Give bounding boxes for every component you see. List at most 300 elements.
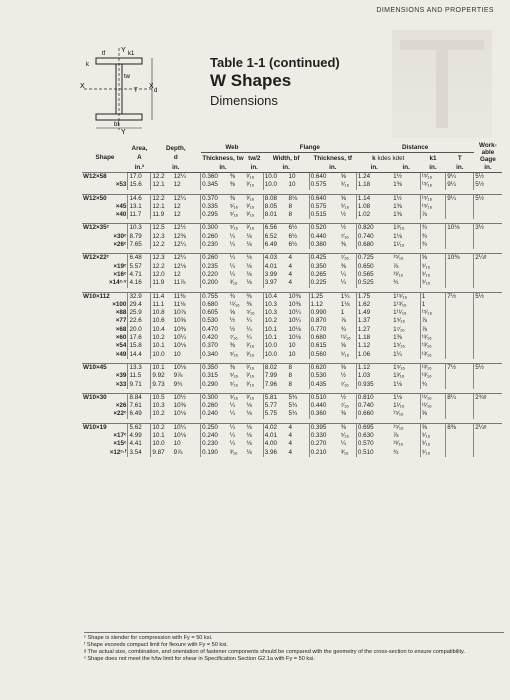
cell-area: 4.41	[128, 440, 151, 448]
cell-tf2: ¼	[340, 270, 347, 278]
cell-tf2: ½	[340, 224, 357, 233]
cell-tf2: ⁹⁄₁₆	[340, 202, 350, 210]
table-row	[82, 292, 502, 301]
cell-k1: ¹³⁄₁₆	[420, 342, 446, 350]
cell-shape: ×14ᶜ·ᵛ	[108, 279, 127, 287]
cell-T	[446, 241, 474, 249]
cell-tf2: ⅜	[340, 410, 347, 418]
cell-T	[446, 279, 474, 287]
cell-kdet: 1⅜	[393, 211, 402, 219]
cell-shape: ×77	[115, 317, 127, 325]
cell-tw2: ¾	[229, 292, 246, 301]
cell-g: 5½	[474, 194, 502, 203]
cell-kdet: 1⅛	[393, 232, 402, 240]
cell-bf: 10.0	[263, 173, 287, 182]
table-row	[82, 393, 502, 402]
cell-k1: ⅞	[420, 326, 446, 334]
table-row	[82, 440, 502, 448]
cell-d2: 9⅞	[173, 372, 183, 380]
cell-kdes: 1.62	[356, 301, 392, 309]
cell-shape: ×17ᶜ	[113, 432, 127, 440]
cell-g: 5½	[474, 173, 502, 182]
cell-k1: ⁹⁄₁₆	[420, 279, 446, 287]
cell-kdes: 1.18	[356, 181, 392, 189]
cell-kdet: 1⁷⁄₁₆	[393, 325, 405, 333]
cell-area: 4.16	[128, 279, 151, 287]
cell-tw3: ³⁄₁₆	[246, 380, 255, 388]
diagram-label-bf: bf	[114, 122, 120, 128]
diagram-label-k1: k1	[128, 51, 135, 57]
cell-bf: 5.75	[263, 410, 287, 418]
cell-shape: ×26	[115, 402, 127, 410]
cell-tw3: ⅛	[246, 232, 252, 240]
cell-kdes: 0.725	[356, 254, 392, 263]
cell-T: 8⅜	[446, 423, 474, 432]
cell-tw2: ⅝	[229, 309, 236, 317]
cell-area: 6.49	[128, 410, 151, 418]
cell-k1: ¹⁵⁄₁₆	[420, 173, 446, 182]
cell-g	[474, 317, 502, 325]
cell-k1: 1	[420, 301, 446, 309]
cell-shape: ×49	[115, 350, 127, 358]
cell-area: 10.3	[128, 224, 151, 233]
table-row	[82, 363, 502, 372]
cell-tw2: ¼	[229, 241, 236, 249]
table-row	[82, 423, 502, 432]
table-row	[82, 372, 502, 380]
cell-g	[474, 326, 502, 334]
cell-tw: 0.300	[201, 393, 229, 402]
table-row	[82, 342, 502, 350]
cell-tw: 0.295	[201, 211, 229, 219]
cell-bf2: 10⅛	[288, 334, 301, 342]
cell-bf: 5.81	[263, 393, 287, 402]
cell-d: 9.92	[151, 372, 173, 380]
cell-tw: 0.200	[201, 279, 229, 287]
cell-T: 8¼	[446, 393, 474, 402]
cell-tw2: ¼	[229, 232, 236, 240]
cell-bf: 6.49	[263, 241, 287, 249]
cell-k1: ⁹⁄₁₆	[420, 263, 446, 271]
cell-bf2: 8	[288, 380, 292, 388]
cell-tf: 0.350	[309, 263, 340, 271]
cell-tw2: ⅜	[229, 173, 246, 182]
cell-k1: ¾	[420, 224, 446, 233]
cell-bf2: 4	[288, 279, 292, 287]
cell-d2: 10⅛	[173, 410, 186, 418]
unit-cell: in.	[263, 163, 309, 173]
w-shape-diagram	[74, 44, 164, 134]
cell-tw2: ⁵⁄₁₆	[229, 202, 239, 210]
cell-d2: 9⅞	[173, 448, 183, 456]
cell-tf2: ⅞	[340, 317, 347, 325]
cell-shape: ×100	[112, 300, 127, 308]
cell-d2: 12	[173, 211, 181, 219]
cell-kdet: 1⅛	[392, 393, 420, 402]
cell-bf: 10.3	[263, 301, 287, 309]
cell-bf2: 6½	[288, 232, 298, 240]
cell-d2: 10⅝	[173, 317, 186, 325]
cell-T: 10⅛	[446, 224, 474, 233]
cell-g	[474, 449, 502, 457]
cell-kdet: 1⅜	[393, 202, 402, 210]
cell-g	[474, 301, 502, 309]
title-line-2: W Shapes	[210, 70, 292, 90]
cell-area: 15.8	[128, 342, 151, 350]
cell-d: 10.1	[151, 432, 173, 440]
cell-kdet: 1⅜	[393, 181, 402, 189]
cell-T	[446, 402, 474, 410]
cell-kdet: 1³⁄₁₆	[393, 372, 405, 380]
cell-tw3: ⅛	[246, 279, 252, 287]
cell-d2: 10	[173, 350, 181, 358]
cell-T	[446, 432, 474, 440]
cell-bf: 5.77	[263, 402, 287, 410]
cell-tf: 0.560	[309, 351, 340, 359]
diagram-label-d: d	[154, 88, 158, 94]
cell-kdes: 0.525	[356, 279, 392, 287]
cell-d: 11.4	[151, 292, 173, 301]
cell-kdet: ¹⁵⁄₁₆	[392, 254, 420, 263]
cell-tw3: ³⁄₁₆	[245, 224, 263, 233]
cell-bf: 10.2	[263, 317, 287, 325]
cell-bf: 10.1	[263, 334, 287, 342]
cell-kdes: 0.680	[356, 241, 392, 249]
cell-bf2: 4	[288, 448, 292, 456]
cell-tw: 0.190	[201, 449, 229, 457]
unit-cell: in.	[446, 163, 474, 173]
cell-area: 32.9	[128, 292, 151, 301]
cell-bf2: 4	[288, 262, 292, 270]
cell-d2: 12	[173, 202, 181, 210]
cell-kdes: 1.37	[356, 317, 392, 325]
table-row	[82, 326, 502, 334]
cell-tw2: ¼	[229, 432, 236, 440]
table-row	[82, 449, 502, 457]
cell-d2: 12¼	[173, 194, 201, 203]
cell-kdes: 1.18	[356, 334, 392, 342]
unit-cell: in.	[245, 163, 263, 173]
cell-kdes: 0.740	[356, 402, 392, 410]
cell-kdet: ¹⁵⁄₁₆	[393, 410, 404, 418]
cell-tw3: ⅜	[245, 292, 263, 301]
cell-tf: 0.530	[309, 372, 340, 380]
cell-tf: 0.680	[309, 334, 340, 342]
cell-tf: 0.615	[309, 342, 340, 350]
cell-tw: 0.360	[201, 173, 229, 182]
cell-tf: 0.330	[309, 432, 340, 440]
cell-T	[446, 317, 474, 325]
cell-d2: 11⅞	[173, 279, 186, 287]
table-row	[82, 271, 502, 279]
cell-tw: 0.230	[201, 241, 229, 249]
cell-tw: 0.250	[201, 423, 229, 432]
cell-tw: 0.345	[201, 181, 229, 189]
cell-tw3: ³⁄₁₆	[245, 363, 263, 372]
cell-tf: 0.425	[309, 254, 340, 263]
cell-g	[474, 381, 502, 389]
cell-kdes: 0.935	[356, 381, 392, 389]
cell-k1: ¾	[420, 381, 446, 389]
cell-T	[446, 381, 474, 389]
footnotes	[84, 632, 504, 663]
cell-d2: 12	[173, 270, 181, 278]
cell-area: 5.62	[128, 423, 151, 432]
cell-area: 7.65	[128, 241, 151, 249]
cell-d2: 10	[173, 440, 181, 448]
cell-g: 2¼ᵍ	[474, 254, 502, 263]
cell-bf: 3.97	[263, 279, 287, 287]
cell-tf: 0.515	[309, 211, 340, 219]
cell-bf2: 4	[288, 440, 292, 448]
cell-d2: 10⅛	[173, 363, 201, 372]
cell-k1: ¾	[420, 241, 446, 249]
cell-bf: 10.0	[263, 342, 287, 350]
cell-tf: 0.640	[309, 194, 340, 203]
cell-area: 6.48	[128, 254, 151, 263]
diagram-label-t: T	[134, 88, 138, 94]
cell-bf2: 5¾	[288, 402, 298, 410]
cell-k1: 1	[420, 292, 446, 301]
cell-kdet: ⅞	[393, 432, 399, 440]
cell-tw2: ⁵⁄₁₆	[229, 211, 239, 219]
cell-k1: ⁹⁄₁₆	[420, 449, 446, 457]
cell-bf: 8.05	[263, 203, 287, 211]
cell-kdes: 1.03	[356, 372, 392, 380]
cell-area: 14.6	[128, 194, 151, 203]
table-row	[82, 432, 502, 440]
cell-tf2: ⁷⁄₁₆	[340, 380, 349, 388]
cell-kdes: 0.740	[356, 233, 392, 241]
cell-tw3: ³⁄₁₆	[246, 372, 255, 380]
cell-kdet: 1¹³⁄₁₆	[393, 300, 407, 308]
table-row	[82, 334, 502, 342]
header-area: Area, A	[131, 144, 148, 161]
cell-bf2: 5¾	[288, 410, 298, 418]
cell-tw: 0.755	[201, 292, 229, 301]
cell-bf2: 6½	[288, 241, 298, 249]
cell-tf2: 1¼	[340, 292, 357, 301]
cell-T	[446, 203, 474, 211]
cell-d2: 12⅛	[173, 262, 186, 270]
cell-d: 10.2	[151, 334, 173, 342]
cell-tw2: ³⁄₁₆	[229, 448, 238, 456]
cell-bf: 7.99	[263, 372, 287, 380]
cell-T	[446, 301, 474, 309]
cell-d: 9.87	[151, 449, 173, 457]
cell-T	[446, 326, 474, 334]
cell-tf: 0.620	[309, 363, 340, 372]
cell-tw: 0.240	[201, 432, 229, 440]
cell-k1: ⅝	[420, 254, 446, 263]
title-line-1: Table 1-1 (continued)	[210, 55, 340, 70]
cell-kdes: 0.510	[356, 449, 392, 457]
cell-tw3: ¼	[246, 317, 252, 325]
cell-tw3: ⅜	[246, 300, 252, 308]
cell-tw2: ⅜	[229, 181, 236, 189]
cell-tw3: ⅛	[246, 241, 252, 249]
cell-d: 12.1	[151, 181, 173, 189]
cell-tf2: ⅝	[340, 194, 357, 203]
cell-shape: ×30ᶜ	[113, 232, 127, 240]
cell-bf2: 4	[288, 270, 292, 278]
table-row	[82, 351, 502, 359]
cell-kdes: 0.650	[356, 263, 392, 271]
cell-tf2: ¼	[340, 440, 347, 448]
cell-tw2: ¼	[229, 423, 246, 432]
cell-g	[474, 263, 502, 271]
cell-tw3: ⅛	[245, 254, 263, 263]
footnote: ᵍ The actual size, combination, and orientation of fastener components should be compared with the geometry of the cross-section to ensure compatibility.	[84, 649, 465, 655]
cell-tf: 0.380	[309, 241, 340, 249]
cell-shape: ×33	[115, 380, 127, 388]
cell-k1: ⅝	[420, 410, 446, 418]
cell-shape: ×39	[115, 372, 127, 380]
cell-d: 12.1	[151, 203, 173, 211]
cell-d2: 12¼	[173, 241, 186, 249]
cell-tf2: ½	[340, 393, 357, 402]
unit-cell: in.	[309, 163, 356, 173]
cell-bf: 4.03	[263, 254, 287, 263]
header-distance: Distance	[401, 143, 429, 151]
table-row	[82, 211, 502, 219]
cell-g	[474, 241, 502, 249]
cell-bf2: 6½	[287, 224, 309, 233]
dimensions-table	[82, 142, 502, 457]
cell-k1: ¹⁵⁄₁₆	[420, 309, 446, 317]
cell-k1: ¹⁵⁄₁₆	[420, 194, 446, 203]
cell-tw2: ¼	[229, 254, 246, 263]
cell-tf: 0.435	[309, 381, 340, 389]
cell-tw2: ⁵⁄₁₆	[229, 393, 246, 402]
table-row	[82, 241, 502, 249]
cell-shape: ×60	[115, 334, 127, 342]
cell-area: 9.71	[128, 381, 151, 389]
cell-bf2: 8	[287, 363, 309, 372]
cell-d: 10.2	[151, 410, 173, 418]
cell-d2: 12¼	[173, 173, 201, 182]
cell-area: 5.57	[128, 263, 151, 271]
cell-d: 11.1	[151, 301, 173, 309]
cell-shape: ×22ᶜ	[113, 410, 127, 418]
cell-tf2: ³⁄₁₆	[340, 448, 349, 456]
cell-tf2: ⁷⁄₁₆	[340, 232, 349, 240]
cell-kdet: ¾	[393, 279, 399, 287]
cell-bf: 10.1	[263, 326, 287, 334]
cell-bf2: 10¼	[288, 317, 301, 325]
cell-kdet: 1½	[392, 194, 420, 203]
cell-g: 3½	[474, 224, 502, 233]
cell-shape: ×26ᶜ	[113, 241, 127, 249]
cell-bf2: 10⅜	[287, 292, 309, 301]
cell-kdes: 1.49	[356, 309, 392, 317]
cell-area: 7.61	[128, 402, 151, 410]
table-row	[82, 203, 502, 211]
cell-shape: ×45	[115, 202, 127, 210]
cell-tf: 0.210	[309, 449, 340, 457]
cell-k1: ⅞	[420, 211, 446, 219]
table-row	[82, 301, 502, 309]
cell-d: 11.9	[151, 211, 173, 219]
cell-tw: 0.530	[201, 317, 229, 325]
cell-bf: 8.08	[263, 194, 287, 203]
table-title	[210, 56, 340, 109]
table-row	[82, 194, 502, 203]
cell-d2: 10¼	[173, 423, 201, 432]
cell-k1: ⅝	[420, 423, 446, 432]
cell-tw: 0.335	[201, 203, 229, 211]
cell-tw2: ⅜	[229, 363, 246, 372]
footnote: ᶜ Shape is slender for compression with Fy = 50 ksi.	[84, 635, 213, 641]
cell-tf2: ⅝	[340, 363, 357, 372]
cell-k1: ⁹⁄₁₆	[420, 432, 446, 440]
cell-T	[446, 342, 474, 350]
cell-bf2: 5¾	[287, 393, 309, 402]
diagram-label-tw: tw	[124, 74, 130, 80]
cell-d: 12.0	[151, 271, 173, 279]
cell-shape: ×40	[115, 211, 127, 219]
cell-d2: 10⅞	[173, 309, 186, 317]
cell-shape: W10×30	[82, 393, 128, 402]
cell-bf2: 4	[288, 432, 292, 440]
cell-area: 22.6	[128, 317, 151, 325]
cell-shape: W12×35ᶜ	[82, 224, 128, 233]
cell-bf: 10.3	[263, 309, 287, 317]
cell-k1: ¹³⁄₁₆	[420, 334, 446, 342]
cell-tw: 0.290	[201, 381, 229, 389]
cell-d: 10.4	[151, 326, 173, 334]
cell-tw: 0.260	[201, 402, 229, 410]
cell-T: 7½	[446, 292, 474, 301]
cell-tw2: ¼	[229, 270, 236, 278]
cell-bf2: 8	[288, 372, 292, 380]
table-row	[82, 181, 502, 189]
cell-tf: 0.770	[309, 326, 340, 334]
cell-tw: 0.470	[201, 326, 229, 334]
header-k1: k1	[429, 154, 437, 162]
cell-g: 2¾ᵍ	[474, 393, 502, 402]
cell-kdes: 1.12	[356, 342, 392, 350]
cell-d2: 12⅜	[173, 232, 186, 240]
cell-tw: 0.220	[201, 271, 229, 279]
cell-tf: 0.640	[309, 173, 340, 182]
cell-kdet: 1⁹⁄₁₆	[393, 317, 406, 325]
cell-bf2: 10	[288, 350, 296, 358]
diagram-label-y: Y	[121, 47, 126, 54]
cell-kdet: 1¹¹⁄₁₆	[393, 309, 407, 317]
cell-shape: W12×22ᶜ	[82, 254, 128, 263]
cell-kdet: 1⅜	[393, 334, 402, 342]
cell-tw3: ¼	[246, 334, 252, 342]
cell-d2: 10⅛	[173, 342, 186, 350]
cell-kdes: 1.02	[356, 211, 392, 219]
cell-bf: 7.96	[263, 381, 287, 389]
cell-kdes: 0.695	[356, 423, 392, 432]
cell-g	[474, 372, 502, 380]
header-gage: Work-able Gage	[479, 142, 497, 163]
cell-kdes: 0.820	[356, 224, 392, 233]
cell-area: 3.54	[128, 449, 151, 457]
cell-bf: 4.00	[263, 440, 287, 448]
cell-tw: 0.370	[201, 342, 229, 350]
cell-shape: ×54	[115, 342, 127, 350]
cell-area: 8.84	[128, 393, 151, 402]
cell-kdet: 1⁵⁄₁₆	[392, 363, 420, 372]
cell-tw2: ⁵⁄₁₆	[229, 372, 239, 380]
cell-tf: 0.575	[309, 203, 340, 211]
cell-tw3: ⅛	[246, 448, 252, 456]
cell-area: 15.6	[128, 181, 151, 189]
